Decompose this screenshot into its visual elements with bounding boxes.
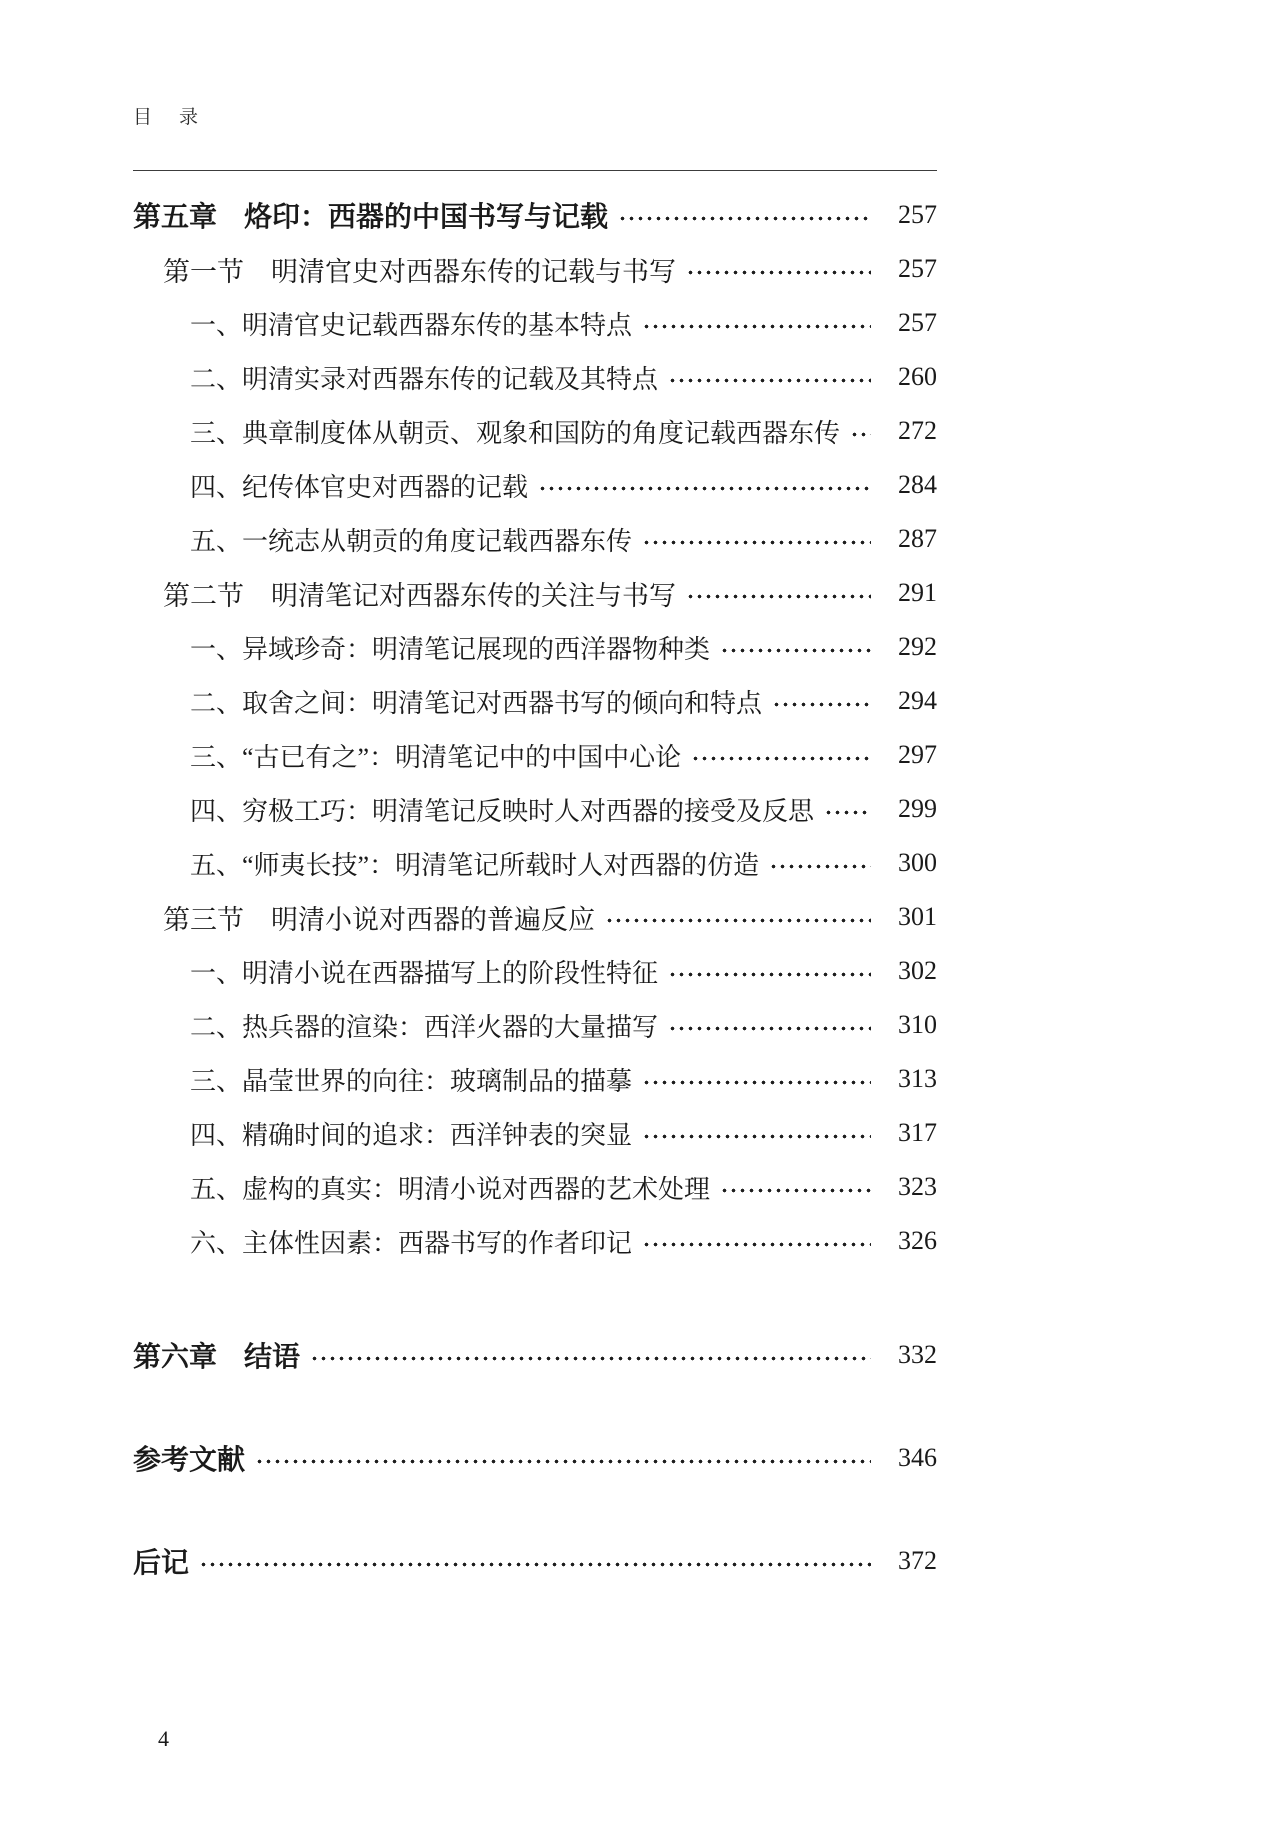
toc-entry-label: 一、: [190, 958, 243, 988]
page-number-footer: 4: [158, 1726, 169, 1751]
toc-entry: [190, 998, 937, 1052]
toc-entry: [133, 1328, 937, 1382]
toc-entry-label: 一、: [190, 634, 243, 664]
toc-entry-title: 虚构的真实：明清小说对西器的艺术处理: [242, 1174, 711, 1204]
toc-entry-label: 第六章: [133, 1341, 218, 1372]
dot-leader: [642, 1052, 871, 1106]
dot-leader: [642, 296, 871, 350]
dot-leader: [668, 350, 871, 404]
toc-entry-page: 292: [898, 632, 937, 661]
toc-entry-page: 284: [898, 470, 937, 499]
toc-entry: [163, 890, 937, 944]
toc-entry: [190, 296, 937, 350]
toc-entry-page: 294: [898, 686, 937, 715]
toc-entry-label: 六、: [190, 1228, 243, 1258]
toc-entry-title: 取舍之间：明清笔记对西器书写的倾向和特点: [242, 688, 763, 718]
toc-entry-page: 260: [898, 362, 937, 391]
toc-entry-title: 明清实录对西器东传的记载及其特点: [242, 364, 659, 394]
toc-entry-label: 第三节: [163, 904, 244, 935]
dot-leader: [691, 728, 871, 782]
toc-entry-label: 五、: [190, 526, 243, 556]
toc-entry-title: 明清官史记载西器东传的基本特点: [242, 310, 633, 340]
toc-entry-page: 257: [898, 254, 937, 283]
toc-entry-label: 二、: [190, 364, 243, 394]
toc-entry-page: 272: [898, 416, 937, 445]
toc-entry-page: 299: [898, 794, 937, 823]
toc-entry-page: 301: [898, 902, 937, 931]
toc-entry: [133, 188, 937, 242]
toc-entry-label: 四、: [190, 472, 243, 502]
toc-entry-page: 323: [898, 1172, 937, 1201]
toc-entry-label: 四、: [190, 796, 243, 826]
toc-entry: [190, 674, 937, 728]
toc-entry-title: 热兵器的渲染：西洋火器的大量描写: [242, 1012, 659, 1042]
toc-entry: [190, 512, 937, 566]
toc-entry-label: 三、: [190, 742, 243, 772]
toc-entry-title: 明清笔记对西器东传的关注与书写: [271, 580, 676, 611]
running-header: 目 录: [133, 107, 203, 128]
toc-entry-page: 313: [898, 1064, 937, 1093]
toc-entry: [133, 1431, 937, 1485]
dot-leader: [618, 188, 871, 242]
dot-leader: [720, 1160, 871, 1214]
toc-list: [133, 188, 937, 1588]
toc-entry-title: 后记: [133, 1547, 190, 1578]
toc-entry-title: 一统志从朝贡的角度记载西器东传: [242, 526, 633, 556]
toc-entry: [190, 1214, 937, 1268]
toc-entry-title: “师夷长技”：明清笔记所载时人对西器的仿造: [242, 850, 760, 880]
toc-entry-label: 第二节: [163, 580, 244, 611]
toc-entry-label: 三、: [190, 1066, 243, 1096]
toc-entry-page: 302: [898, 956, 937, 985]
toc-entry: [163, 242, 937, 296]
dot-leader: [772, 674, 871, 728]
toc-entry-title: 结语: [244, 1341, 301, 1372]
dot-leader: [642, 512, 871, 566]
dot-leader: [199, 1534, 871, 1588]
dot-leader: [824, 782, 871, 836]
toc-entry-title: 纪传体官史对西器的记载: [242, 472, 529, 502]
header-rule: [133, 170, 937, 171]
toc-entry: [190, 944, 937, 998]
dot-leader: [605, 890, 871, 944]
dot-leader: [686, 566, 871, 620]
toc-entry: [190, 350, 937, 404]
toc-entry-title: 主体性因素：西器书写的作者印记: [242, 1228, 633, 1258]
toc-entry-title: “古已有之”：明清笔记中的中国中心论: [242, 742, 682, 772]
toc-entry-label: 第一节: [163, 256, 244, 287]
toc-entry-label: 四、: [190, 1120, 243, 1150]
toc-entry: [190, 782, 937, 836]
dot-leader: [850, 404, 871, 458]
toc-entry-page: 257: [898, 200, 937, 229]
toc-entry-title: 参考文献: [133, 1444, 246, 1475]
dot-leader: [769, 836, 871, 890]
toc-entry-title: 异域珍奇：明清笔记展现的西洋器物种类: [242, 634, 711, 664]
toc-entry: [133, 1534, 937, 1588]
toc-entry-label: 五、: [190, 850, 243, 880]
toc-entry-page: 372: [898, 1546, 937, 1575]
toc-entry-page: 326: [898, 1226, 937, 1255]
toc-entry-page: 297: [898, 740, 937, 769]
toc-entry: [190, 1052, 937, 1106]
toc-entry-page: 317: [898, 1118, 937, 1147]
toc-entry-title: 烙印：西器的中国书写与记载: [244, 201, 609, 232]
dot-leader: [720, 620, 871, 674]
toc-entry-title: 精确时间的追求：西洋钟表的突显: [242, 1120, 633, 1150]
dot-leader: [310, 1328, 871, 1382]
toc-entry-label: 第五章: [133, 201, 218, 232]
dot-leader: [686, 242, 871, 296]
toc-entry-label: 五、: [190, 1174, 243, 1204]
toc-entry-page: 291: [898, 578, 937, 607]
toc-entry: [163, 566, 937, 620]
toc-entry-page: 257: [898, 308, 937, 337]
toc-entry-title: 穷极工巧：明清笔记反映时人对西器的接受及反思: [242, 796, 815, 826]
toc-entry: [190, 1106, 937, 1160]
toc-entry-page: 300: [898, 848, 937, 877]
toc-entry-page: 310: [898, 1010, 937, 1039]
toc-entry-title: 晶莹世界的向往：玻璃制品的描摹: [242, 1066, 633, 1096]
dot-leader: [668, 944, 871, 998]
dot-leader: [538, 458, 871, 512]
dot-leader: [642, 1214, 871, 1268]
toc-entry-label: 二、: [190, 1012, 243, 1042]
toc-entry-label: 一、: [190, 310, 243, 340]
toc-entry-page: 287: [898, 524, 937, 553]
toc-entry-page: 332: [898, 1340, 937, 1369]
toc-entry-page: 346: [898, 1443, 937, 1472]
toc-entry: [190, 404, 937, 458]
toc-entry: [190, 728, 937, 782]
toc-entry: [190, 458, 937, 512]
toc-entry: [190, 836, 937, 890]
dot-leader: [255, 1431, 871, 1485]
toc-entry-title: 典章制度体从朝贡、观象和国防的角度记载西器东传: [242, 418, 841, 448]
toc-entry-label: 三、: [190, 418, 243, 448]
toc-entry-title: 明清小说对西器的普遍反应: [271, 904, 595, 935]
dot-leader: [642, 1106, 871, 1160]
toc-entry-label: 二、: [190, 688, 243, 718]
toc-entry: [190, 620, 937, 674]
toc-entry-title: 明清官史对西器东传的记载与书写: [271, 256, 676, 287]
toc-entry: [190, 1160, 937, 1214]
dot-leader: [668, 998, 871, 1052]
toc-entry-title: 明清小说在西器描写上的阶段性特征: [242, 958, 659, 988]
